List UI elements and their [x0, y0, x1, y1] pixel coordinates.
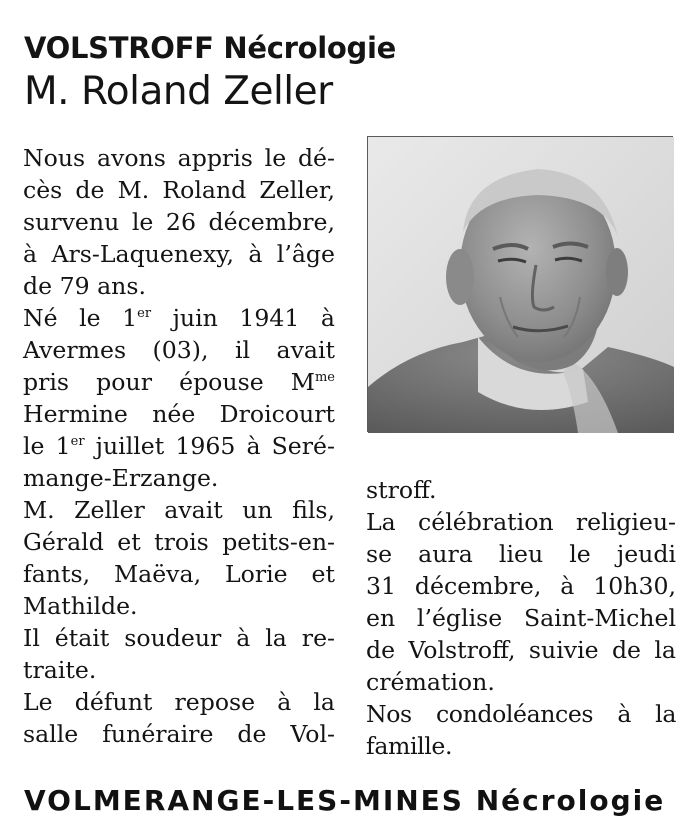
next-article-headline-cropped: VOLMERANGE-LES-MINES Nécrologie: [24, 784, 666, 817]
article-column-left: [23, 142, 335, 750]
article-header: [24, 30, 674, 116]
paragraph-repose: Le défunt repose à la salle funéraire de Vol-: [23, 688, 335, 748]
section-kicker: VOLSTROFF Nécrologie: [24, 31, 397, 65]
paragraph-family: M. Zeller avait un fils, Gérald et trois petits-en- fants, Maëva, Lorie et Mathilde.: [23, 496, 335, 620]
article-headline: M. Roland Zeller: [24, 69, 333, 114]
paragraph-biography: Né le 1er juin 1941 à Avermes (03), il avait pris pour épouse $M^{me}$ Hermine née Droicourt le 1er juillet 1965 à Seré- mange-Erzange.: [23, 304, 335, 492]
paragraph-ceremony: La célébration religieu- se aura lieu le jeudi 31 décembre, à 10h30, en l’église Saint-Michel de Volstroff, suivie de la crémation.: [366, 508, 676, 696]
paragraph-repose-continued: stroff.: [366, 476, 437, 504]
article-column-right: [366, 474, 676, 762]
paragraph-announcement: Nous avons appris le dé- cès de M. Roland Zeller, survenu le 26 décembre, à Ars-Laquenexy, à l’âge de 79 ans.: [23, 144, 335, 300]
portrait-photo: [367, 136, 673, 432]
paragraph-condolences: Nos condoléances à la famille.: [366, 700, 676, 760]
paragraph-profession: Il était soudeur à la re- traite.: [23, 624, 335, 684]
